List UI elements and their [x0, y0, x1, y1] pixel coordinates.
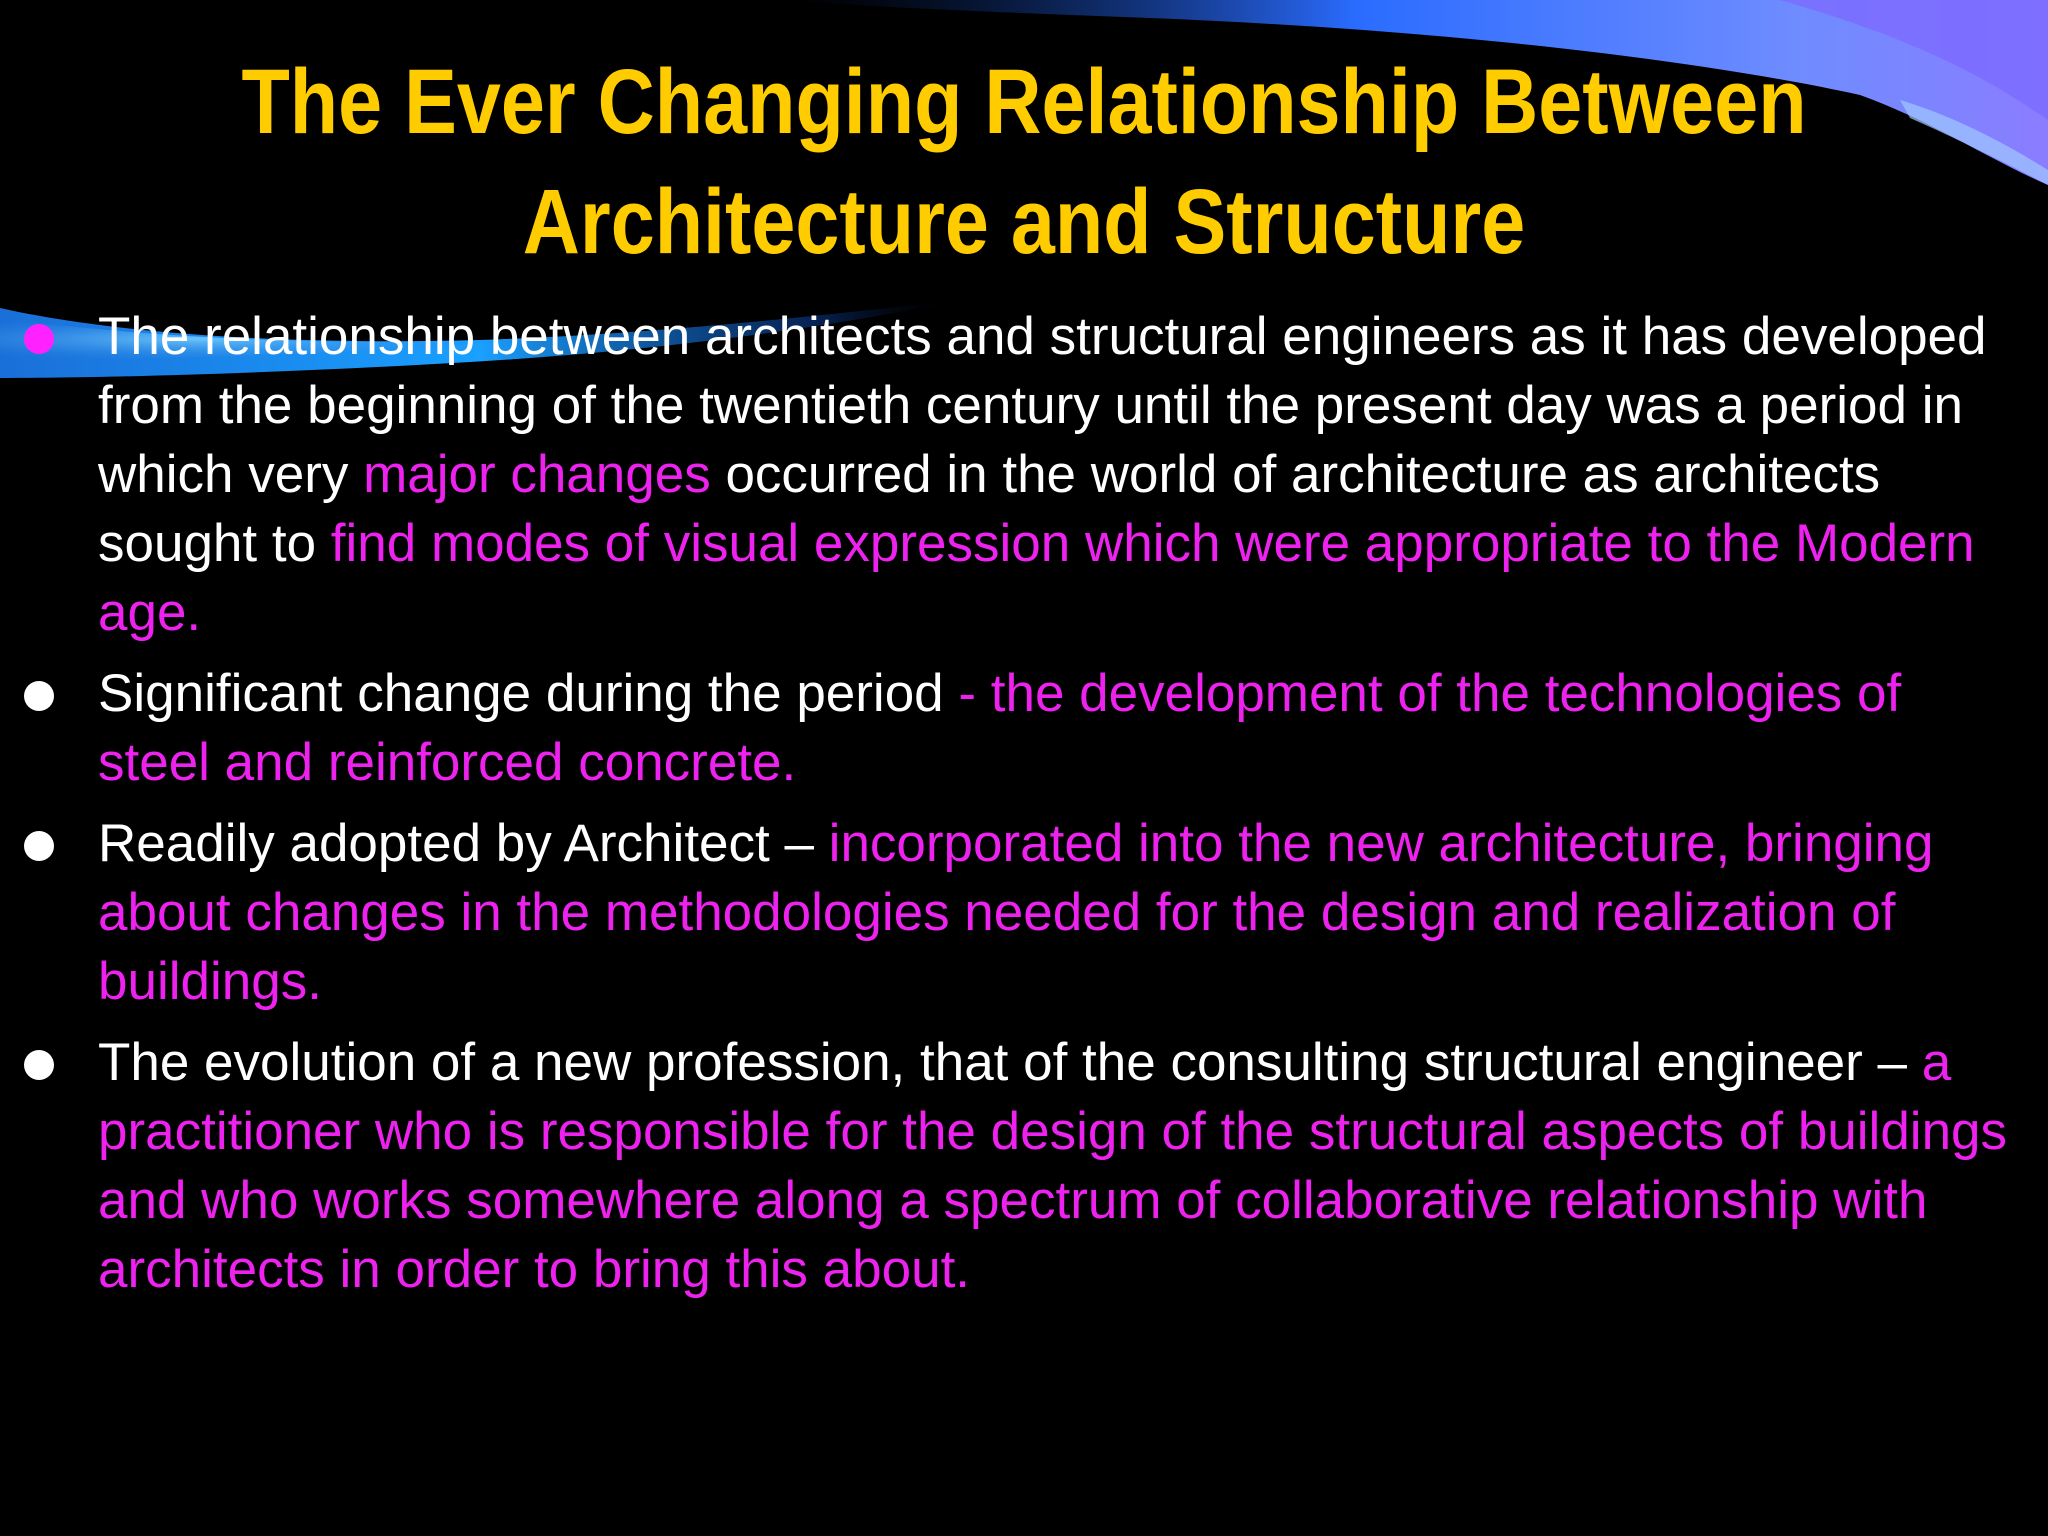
bullet-text-run: occurred in the world of architecture as architects sought to: [98, 445, 1881, 573]
bullet-item: [0, 809, 2048, 1016]
bullet-item: [0, 1028, 2048, 1304]
bullet-text-run: Significant change during the period: [98, 664, 959, 723]
highlight-text-run: - the development of the technologies of steel and reinforced concrete.: [98, 664, 1902, 792]
bullet-dot-icon: [24, 831, 54, 861]
highlight-text-run: find modes of visual expression which were appropriate to the Modern age.: [98, 514, 1975, 642]
slide-title: [143, 42, 1904, 282]
title-line-2: Architecture and Structure: [522, 171, 1526, 273]
bullet-text-run: The relationship between architects and structural engineers as it has developed from the beginning of the twentieth century until the present day was a period in which very: [98, 307, 1987, 504]
highlight-text-run: incorporated into the new architecture, bringing about changes in the methodologies needed for the design and realization of buildings.: [98, 814, 1934, 1011]
bullet-text-run: Readily adopted by Architect –: [98, 814, 829, 873]
bullet-item: [0, 302, 2048, 647]
bullet-item: [0, 659, 2048, 797]
bullet-dot-icon: [24, 1050, 54, 1080]
highlight-text-run: major changes: [363, 445, 711, 504]
bullet-dot-icon: [24, 324, 54, 354]
highlight-text-run: a practitioner who is responsible for the design of the structural aspects of buildings and who works somewhere along a spectrum of collaborative relationship with architects in order to bring this about.: [98, 1033, 2008, 1299]
title-line-1: The Ever Changing Relationship Between: [241, 51, 1807, 153]
bullet-text-run: The evolution of a new profession, that of the consulting structural engineer –: [98, 1033, 1922, 1092]
bullet-dot-icon: [24, 681, 54, 711]
bullet-list: [0, 302, 2048, 1304]
